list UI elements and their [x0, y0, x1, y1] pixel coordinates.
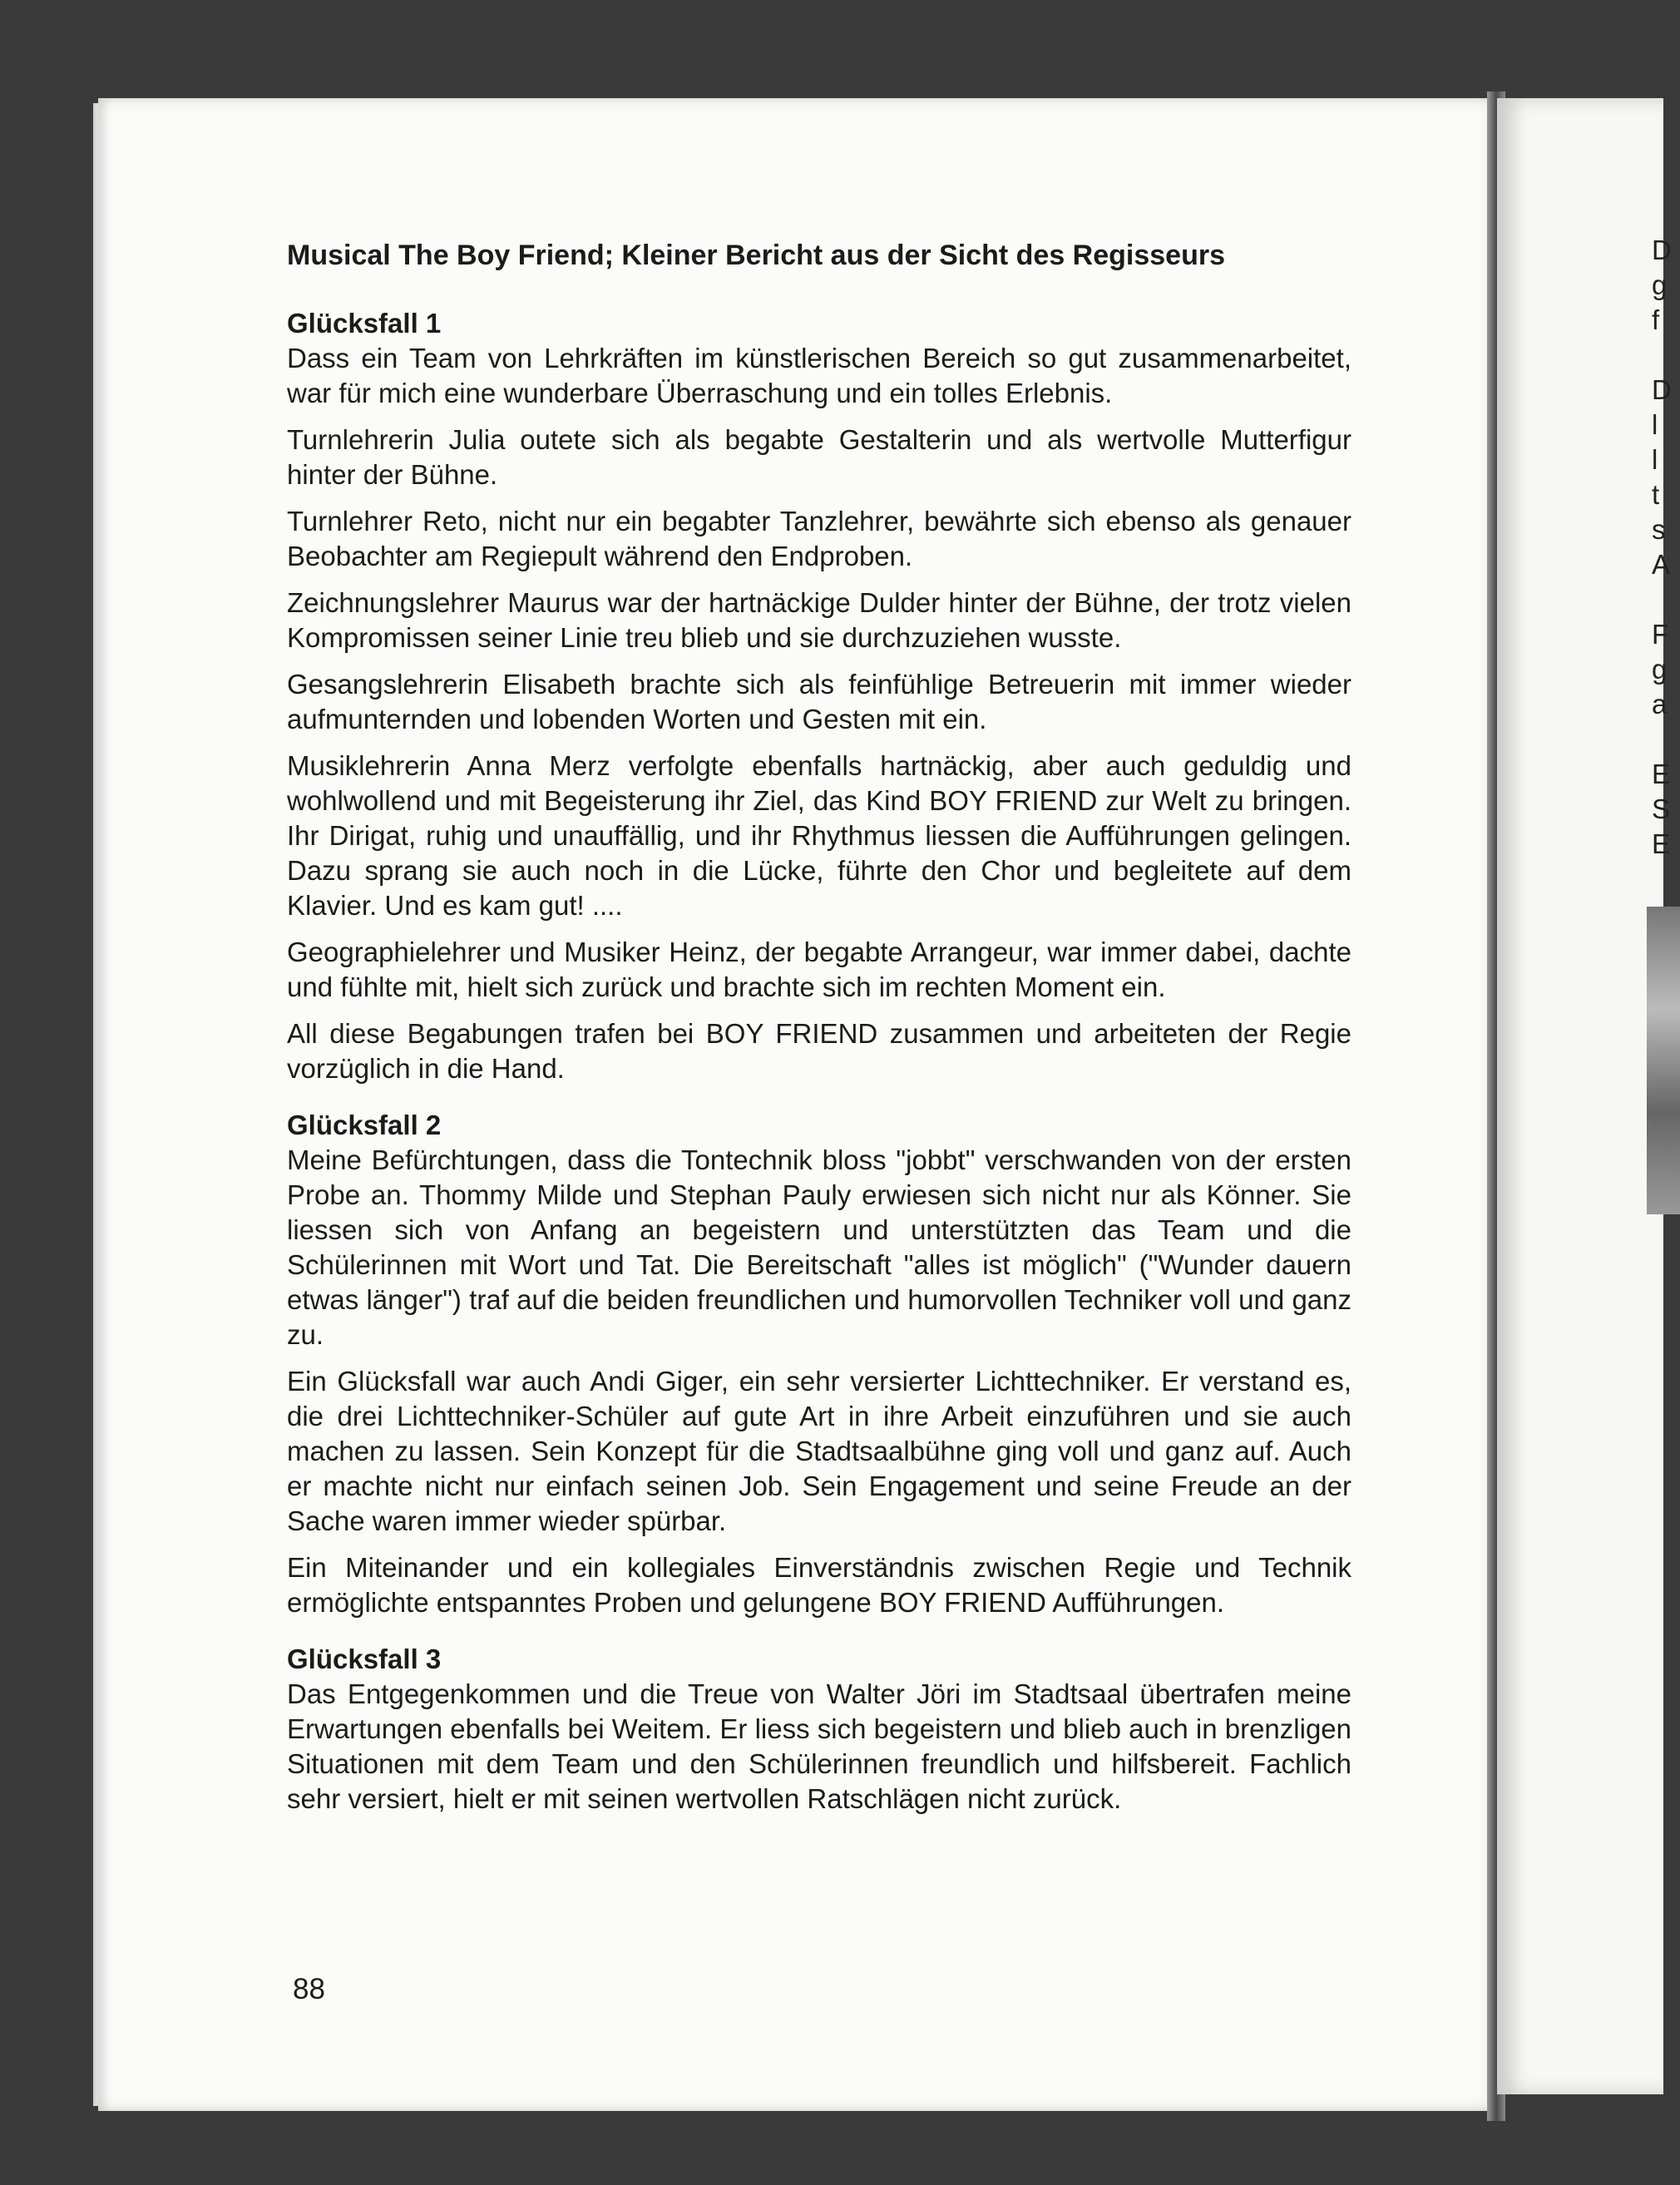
right-page-letter: E [1652, 828, 1671, 859]
paragraph: Dass ein Team von Lehrkräften im künstlerischen Bereich so gut zusammenarbeitet, war für mich eine wunderbare Überraschung und ein tolles Erlebnis. [287, 343, 1351, 408]
right-page-letter: t [1652, 479, 1660, 510]
right-page-letter: D [1652, 235, 1672, 265]
section-1 [287, 306, 1351, 1086]
paragraph: Musiklehrerin Anna Merz verfolgte ebenfalls hartnäckig, aber auch geduldig und wohlwollend und mit Begeisterung ihr Ziel, das Kind BOY FRIEND zur Welt zu bringen. Ihr Dirigat, ruhig und unauffällig, und ihr Rhythmus liessen die Aufführungen gelingen. Dazu sprang sie auch noch in die Lücke, führte den Chor und begleitete auf dem Klavier. Und es kam gut! .... [287, 750, 1351, 921]
article-body [287, 238, 1351, 1838]
right-page-letter: F [1652, 619, 1669, 650]
paragraph: Turnlehrer Reto, nicht nur ein begabter Tanzlehrer, bewährte sich ebenso als genauer Beobachter am Regiepult während den Endproben. [287, 506, 1351, 571]
section-heading: Glücksfall 2 [287, 1110, 442, 1140]
right-page [1497, 98, 1663, 2094]
paragraph: All diese Begabungen trafen bei BOY FRIEND zusammen und arbeiteten der Regie vorzüglich in die Hand. [287, 1018, 1351, 1084]
paragraph: Turnlehrerin Julia outete sich als begabte Gestalterin und als wertvolle Mutterfigur hinter der Bühne. [287, 424, 1351, 490]
right-page-text-fragment [1652, 233, 1672, 862]
right-page-letter: g [1652, 269, 1668, 300]
right-page-letter [1652, 722, 1672, 757]
page-number: 88 [293, 1973, 325, 2005]
right-page-letter: D [1652, 374, 1672, 405]
right-page-letter: a [1652, 689, 1668, 719]
section-2 [287, 1108, 1351, 1620]
paragraph: Zeichnungslehrer Maurus war der hartnäckige Dulder hinter der Bühne, der trotz vielen Kompromissen seiner Linie treu blieb und sie durchzuziehen wusste. [287, 587, 1351, 653]
right-page-letter: g [1652, 654, 1668, 685]
right-page-letter: A [1652, 549, 1671, 580]
right-page-letter: f [1652, 304, 1660, 335]
paragraph: Das Entgegenkommen und die Treue von Walter Jöri im Stadtsaal übertrafen meine Erwartungen ebenfalls bei Weitem. Er liess sich begeistern und blieb auch in brenzligen Situationen mit dem Team und den Schülerinnen freundlich und hilfsbereit. Fachlich sehr versiert, hielt er mit seinen wertvollen Ratschlägen nicht zurück. [287, 1678, 1351, 1814]
paragraph: Gesangslehrerin Elisabeth brachte sich als feinfühlige Betreuerin mit immer wieder aufmunternden und lobenden Worten und Gesten mit ein. [287, 669, 1351, 734]
paragraph: Ein Glücksfall war auch Andi Giger, ein sehr versierter Lichttechniker. Er verstand es, die drei Lichttechniker-Schüler auf gute Art in ihre Arbeit einzuführen und sie auch machen zu lassen. Sein Konzept für die Stadtsaalbühne ging voll und ganz auf. Auch er machte nicht nur einfach seinen Job. Sein Engagement und seine Freude an der Sache waren immer wieder spürbar. [287, 1366, 1351, 1536]
paragraph: Meine Befürchtungen, dass die Tontechnik bloss "jobbt" verschwanden von der ersten Probe an. Thommy Milde und Stephan Pauly erwiesen sich nicht nur als Könner. Sie liessen sich von Anfang an begeistern und unterstützten das Team und die Schülerinnen mit Wort und Tat. Die Bereitschaft "alles ist möglich" ("Wunder dauern etwas länger") traf auf die beiden freundlichen und humorvollen Techniker voll und ganz zu. [287, 1144, 1351, 1350]
right-page-letter: l [1652, 409, 1658, 440]
right-page-letter [1652, 338, 1672, 373]
right-page-letter [1652, 582, 1672, 617]
article-title: Musical The Boy Friend; Kleiner Bericht aus der Sicht des Regisseurs [287, 240, 1225, 271]
right-page-letter: l [1652, 444, 1658, 475]
section-heading: Glücksfall 1 [287, 308, 442, 339]
section-heading: Glücksfall 3 [287, 1644, 442, 1674]
paragraph: Geographielehrer und Musiker Heinz, der begabte Arrangeur, war immer dabei, dachte und fühlte mit, hielt sich zurück und brachte sich im rechten Moment ein. [287, 937, 1351, 1002]
paragraph: Ein Miteinander und ein kollegiales Einverständnis zwischen Regie und Technik ermöglichte entspanntes Proben und gelungene BOY FRIEND Aufführungen. [287, 1552, 1351, 1618]
right-page-photo-fragment [1647, 907, 1680, 1214]
section-3 [287, 1642, 1351, 1817]
right-page-letter: E [1652, 759, 1671, 789]
right-page-letter: S [1652, 793, 1671, 824]
right-page-letter: s [1652, 514, 1666, 545]
